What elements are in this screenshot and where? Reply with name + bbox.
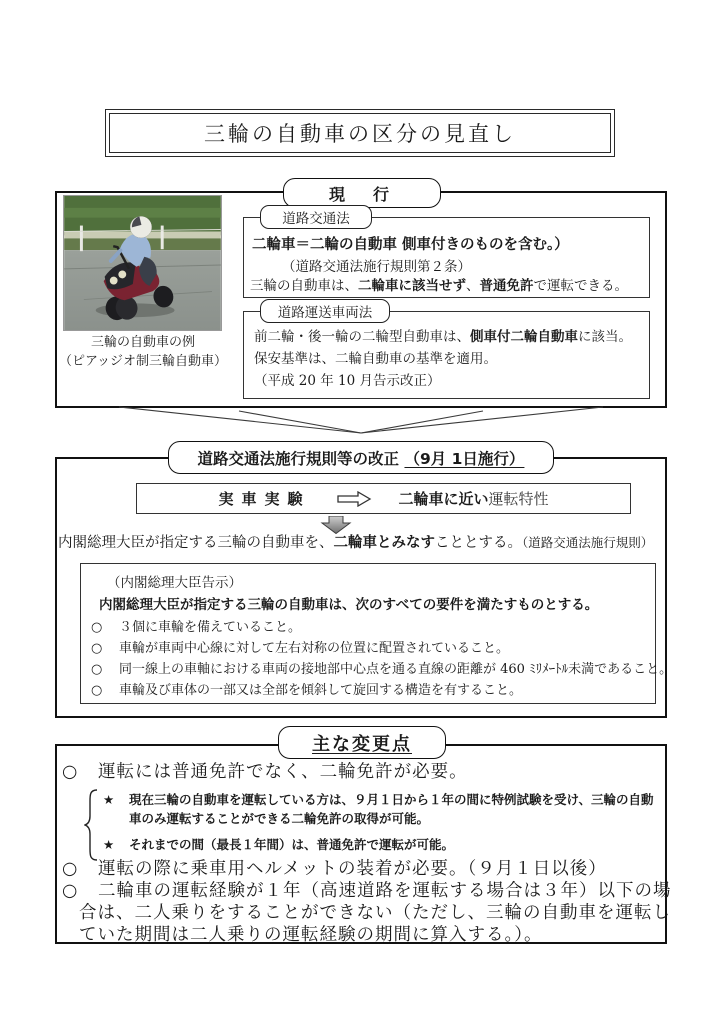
- hollow-right-arrow-icon: [336, 491, 372, 507]
- notice-item: ○ 車輪及び車体の一部又は全部を傾斜して旋回する構造を有すること。: [91, 682, 523, 698]
- notice-lead: 内閣総理大臣が指定する三輪の自動車は、次のすべての要件を満たすものとする。: [99, 596, 599, 613]
- title-box: [105, 109, 615, 157]
- star-notes: [103, 791, 660, 861]
- star-note: ★ それまでの間（最長１年間）は、普通免許で運転が可能。: [103, 836, 455, 852]
- change-item-helmet: ○ 運転の際に乗車用ヘルメットの装着が必要。（９月１日以後）: [62, 859, 607, 879]
- traffic-law-headline: 二輪車＝二輪の自動車 側車付きのものを含む。）: [252, 237, 569, 253]
- road-traffic-law-label: 道路交通法: [260, 205, 372, 229]
- chevron-down-connector: [111, 406, 611, 435]
- road-vehicle-law-label: 道路運送車両法: [260, 299, 390, 323]
- notice-item: ○ ３個に車輪を備えていること。: [91, 619, 302, 635]
- cabinet-notice-box: [80, 563, 673, 704]
- experiment-result: 二輪車に近い運転特性: [398, 490, 549, 508]
- change-item-license: ○ 運転には普通免許でなく、二輪免許が必要。: [62, 762, 468, 782]
- revision-section-label: 道路交通法施行規則等の改正 （9月 1日施行）: [168, 441, 554, 474]
- traffic-law-reference: （道路交通法施行規則第２条）: [282, 259, 471, 275]
- vehicle-law-line1: 前二輪・後一輪の二輪型自動車は、側車付二輪自動車に該当。: [254, 329, 632, 345]
- experiment-label: 実車実験: [218, 490, 311, 508]
- left-brace: [84, 789, 99, 861]
- star-note: ★ 現在三輪の自動車を運転している方は、９月１日から１年の間に特例試験を受け、三輪の自動車のみ運転することができる二輪免許の取得が可能。: [103, 792, 654, 826]
- current-section-label: 現 行: [283, 178, 441, 208]
- decision-sentence: 内閣総理大臣が指定する三輪の自動車を、二輪車とみなすこととする。（道路交通法施行規則）: [58, 535, 654, 551]
- vehicle-law-line3: （平成 20 年 10 月告示改正）: [254, 373, 441, 389]
- photo-caption: 三輪の自動車の例 （ピアッジオ制三輪自動車）: [58, 335, 228, 369]
- change-item-tandem: ○ 二輪車の運転経験が１年（高速道路を運転する場合は３年）以下の場合は、二人乗りをすることができない（ただし、三輪の自動車を運転していた期間は二人乗りの運転経験の期間に算入する。）。: [62, 881, 672, 946]
- changes-section-label: 主な変更点: [278, 726, 446, 759]
- page-title: 三輪の自動車の区分の見直し: [109, 113, 611, 153]
- traffic-law-sentence: 三輪の自動車は、二輪車に該当せず、普通免許で運転できる。: [250, 278, 628, 294]
- experiment-result-box: [136, 483, 631, 514]
- notice-item: ○ 同一線上の車軸における車両の接地部中心点を通る直線の距離が 460 ﾐﾘﾒｰﾄﾙ未満であること。: [91, 661, 673, 677]
- notice-heading: （内閣総理大臣告示）: [107, 575, 242, 591]
- three-wheeler-photo: [63, 195, 222, 331]
- notice-item: ○ 車輪が車両中心線に対して左右対称の位置に配置されていること。: [91, 640, 510, 656]
- vehicle-law-line2: 保安基準は、二輪自動車の基準を適用。: [254, 351, 497, 367]
